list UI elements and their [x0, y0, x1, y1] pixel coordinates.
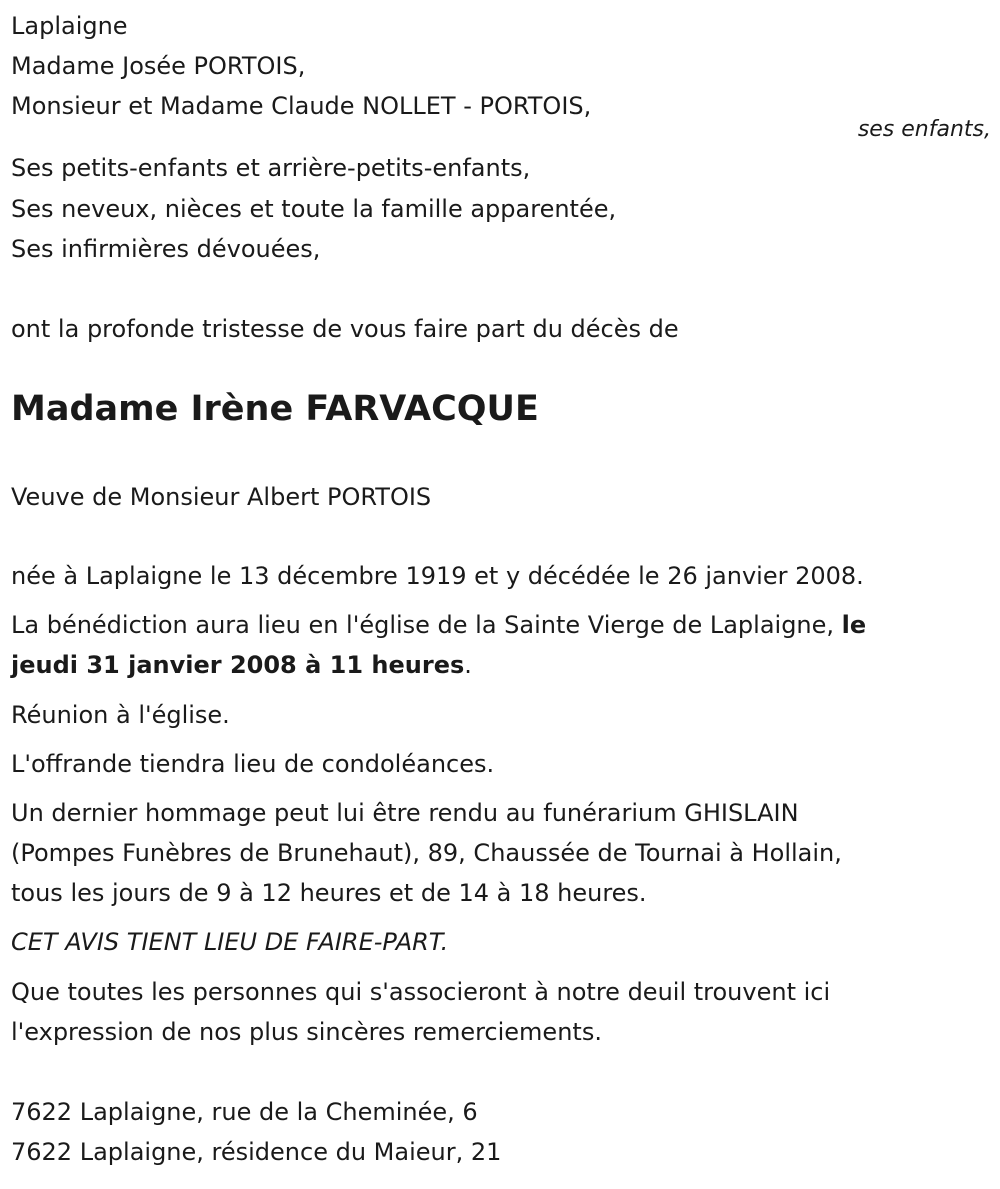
- family-place: Laplaigne: [11, 12, 128, 40]
- deceased-name: Madame Irène FARVACQUE: [11, 389, 539, 429]
- address-line-1: 7622 Laplaigne, rue de la Cheminée, 6: [11, 1098, 478, 1126]
- widow-of-line: Veuve de Monsieur Albert PORTOIS: [11, 483, 432, 511]
- ceremony-date: jeudi 31 janvier 2008 à 11 heures: [11, 651, 465, 679]
- address-line-2: 7622 Laplaigne, résidence du Maieur, 21: [11, 1138, 502, 1166]
- ceremony-date-start: le: [841, 611, 867, 639]
- ceremony-line-1: [11, 605, 866, 645]
- announcement-line: ont la profonde tristesse de vous faire part du décès de: [11, 315, 679, 343]
- relatives-line: Ses neveux, nièces et toute la famille apparentée,: [11, 195, 617, 223]
- ceremony-line-end: .: [464, 651, 472, 679]
- tribute-line-2: (Pompes Funèbres de Brunehaut), 89, Chaussée de Tournai à Hollain,: [11, 839, 842, 867]
- birth-death-line: née à Laplaigne le 13 décembre 1919 et y décédée le 26 janvier 2008.: [11, 562, 864, 590]
- tribute-line-1: Un dernier hommage peut lui être rendu au funérarium GHISLAIN: [11, 799, 799, 827]
- nurses-line: Ses infirmières dévouées,: [11, 235, 321, 263]
- ceremony-line-2: [11, 645, 472, 685]
- children-role-label: ses enfants,: [857, 117, 991, 142]
- family-line-1: Madame Josée PORTOIS,: [11, 52, 306, 80]
- notice-line: CET AVIS TIENT LIEU DE FAIRE-PART.: [11, 928, 449, 956]
- family-line-2: Monsieur et Madame Claude NOLLET - PORTOIS,: [11, 92, 592, 120]
- grandchildren-line: Ses petits-enfants et arrière-petits-enfants,: [11, 154, 531, 182]
- tribute-line-3: tous les jours de 9 à 12 heures et de 14 à 18 heures.: [11, 879, 647, 907]
- offering-line: L'offrande tiendra lieu de condoléances.: [11, 750, 495, 778]
- ceremony-text: La bénédiction aura lieu en l'église de la Sainte Vierge de Laplaigne,: [11, 611, 842, 639]
- meeting-line: Réunion à l'église.: [11, 701, 230, 729]
- thanks-line-1: Que toutes les personnes qui s'associeront à notre deuil trouvent ici: [11, 978, 831, 1006]
- thanks-line-2: l'expression de nos plus sincères remerciements.: [11, 1018, 602, 1046]
